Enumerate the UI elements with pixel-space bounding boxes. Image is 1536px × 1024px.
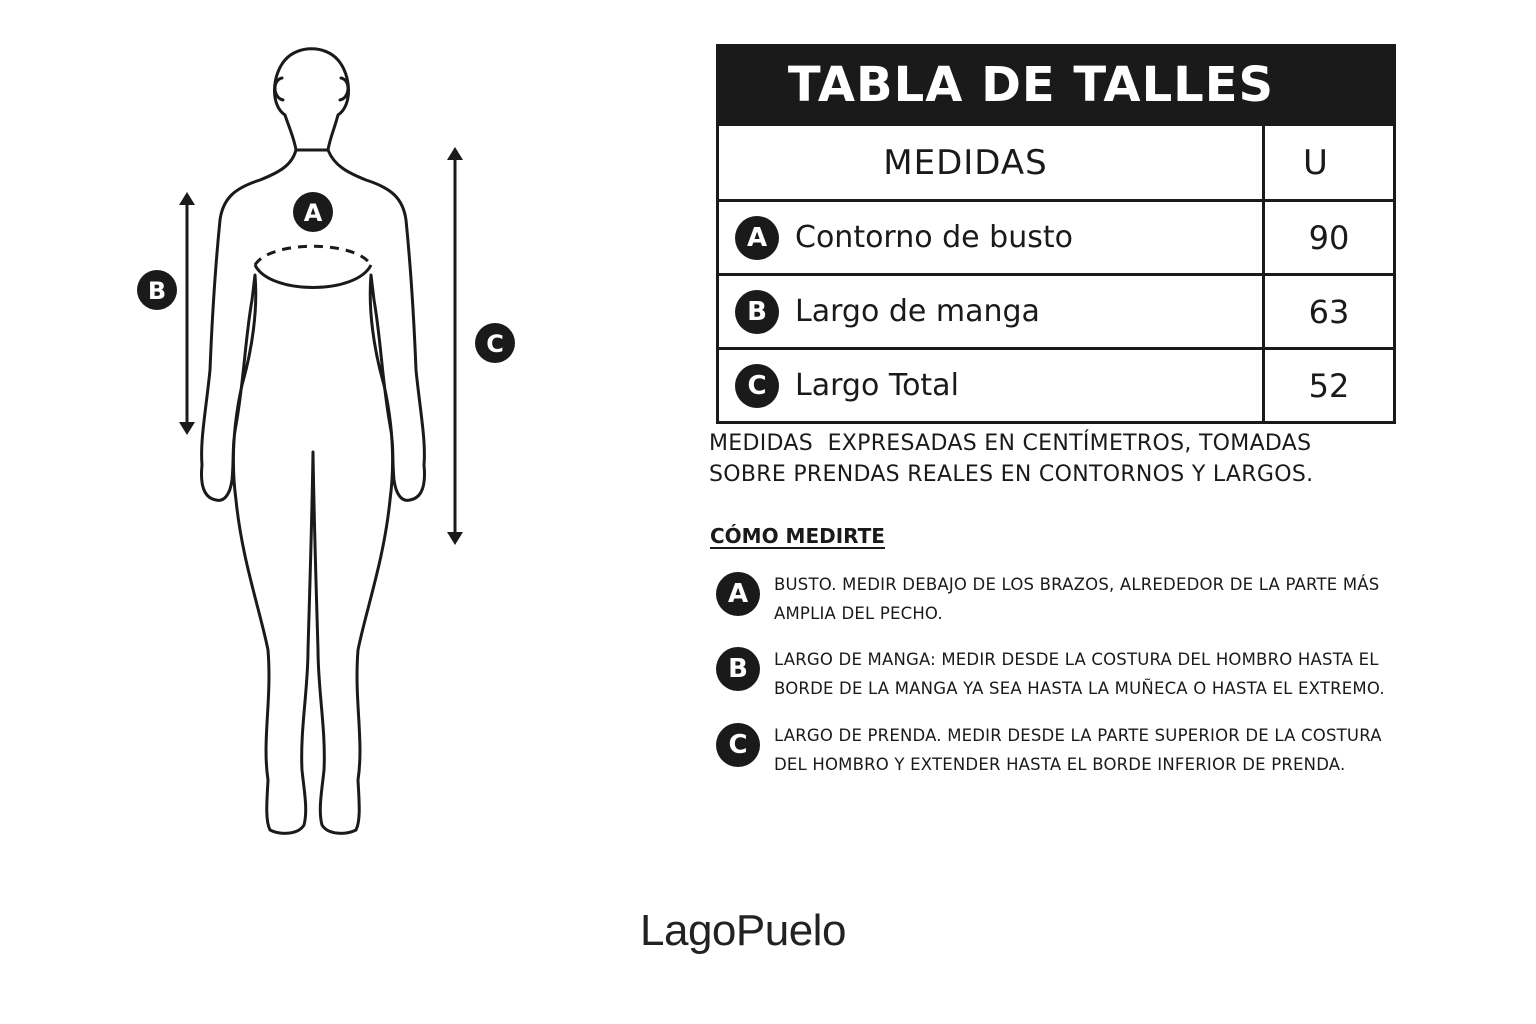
brand-logo: LagoPuelo xyxy=(640,906,846,955)
row-value: 90 xyxy=(1308,218,1350,257)
header-measures: MEDIDAS xyxy=(719,126,1265,199)
bust-measure-line xyxy=(255,246,371,287)
note-line-2: SOBRE PRENDAS REALES EN CONTORNOS Y LARGOS. xyxy=(709,462,1314,487)
row-label-cell xyxy=(719,276,1265,347)
marker-badge: B xyxy=(735,290,779,334)
step-marker-badge: B xyxy=(716,647,760,691)
step-line-2: BORDE DE LA MANGA YA SEA HASTA LA MUÑECA O HASTA EL EXTREMO. xyxy=(774,679,1385,698)
table-row xyxy=(719,347,1393,421)
body-outline xyxy=(202,49,425,834)
row-value: 63 xyxy=(1308,292,1350,331)
sleeve-length-arrow xyxy=(179,192,195,435)
measurement-note xyxy=(709,428,1429,490)
marker-badge: C xyxy=(735,364,779,408)
how-to-step-b xyxy=(716,645,1476,703)
table-header-row xyxy=(719,123,1393,199)
how-to-title: CÓMO MEDIRTE xyxy=(710,524,885,548)
marker-a-badge xyxy=(293,192,333,232)
table-title: TABLA DE TALLES xyxy=(719,47,1393,123)
step-line-2: DEL HOMBRO Y EXTENDER HASTA EL BORDE INFERIOR DE PRENDA. xyxy=(774,755,1346,774)
marker-a-label: A xyxy=(303,199,323,227)
step-marker-badge: C xyxy=(716,723,760,767)
note-line-1: MEDIDAS EXPRESADAS EN CENTÍMETROS, TOMADAS xyxy=(709,431,1312,456)
how-to-step-a xyxy=(716,570,1476,628)
how-to-step-c xyxy=(716,721,1476,779)
table-row xyxy=(719,273,1393,347)
row-label-cell xyxy=(719,202,1265,273)
size-table xyxy=(716,44,1396,424)
marker-c-badge xyxy=(475,323,515,363)
step-line-1: LARGO DE PRENDA. MEDIR DESDE LA PARTE SUPERIOR DE LA COSTURA xyxy=(774,726,1382,745)
row-label: Largo Total xyxy=(795,368,959,403)
marker-b-badge xyxy=(137,270,177,310)
total-length-arrow xyxy=(447,147,463,545)
step-marker-badge: A xyxy=(716,572,760,616)
step-line-1: BUSTO. MEDIR DEBAJO DE LOS BRAZOS, ALREDEDOR DE LA PARTE MÁS xyxy=(774,575,1380,594)
row-label: Contorno de busto xyxy=(795,220,1073,255)
step-text xyxy=(774,721,1464,779)
header-size: U xyxy=(1303,142,1328,183)
step-line-1: LARGO DE MANGA: MEDIR DESDE LA COSTURA DEL HOMBRO HASTA EL xyxy=(774,650,1379,669)
row-label-cell xyxy=(719,350,1265,421)
marker-c-label: C xyxy=(486,330,504,358)
row-label: Largo de manga xyxy=(795,294,1040,329)
row-value: 52 xyxy=(1308,366,1350,405)
step-text xyxy=(774,645,1464,703)
marker-b-label: B xyxy=(147,277,167,305)
body-measurement-figure xyxy=(120,20,540,850)
step-text xyxy=(774,570,1464,628)
step-line-2: AMPLIA DEL PECHO. xyxy=(774,604,943,623)
table-row xyxy=(719,199,1393,273)
marker-badge: A xyxy=(735,216,779,260)
